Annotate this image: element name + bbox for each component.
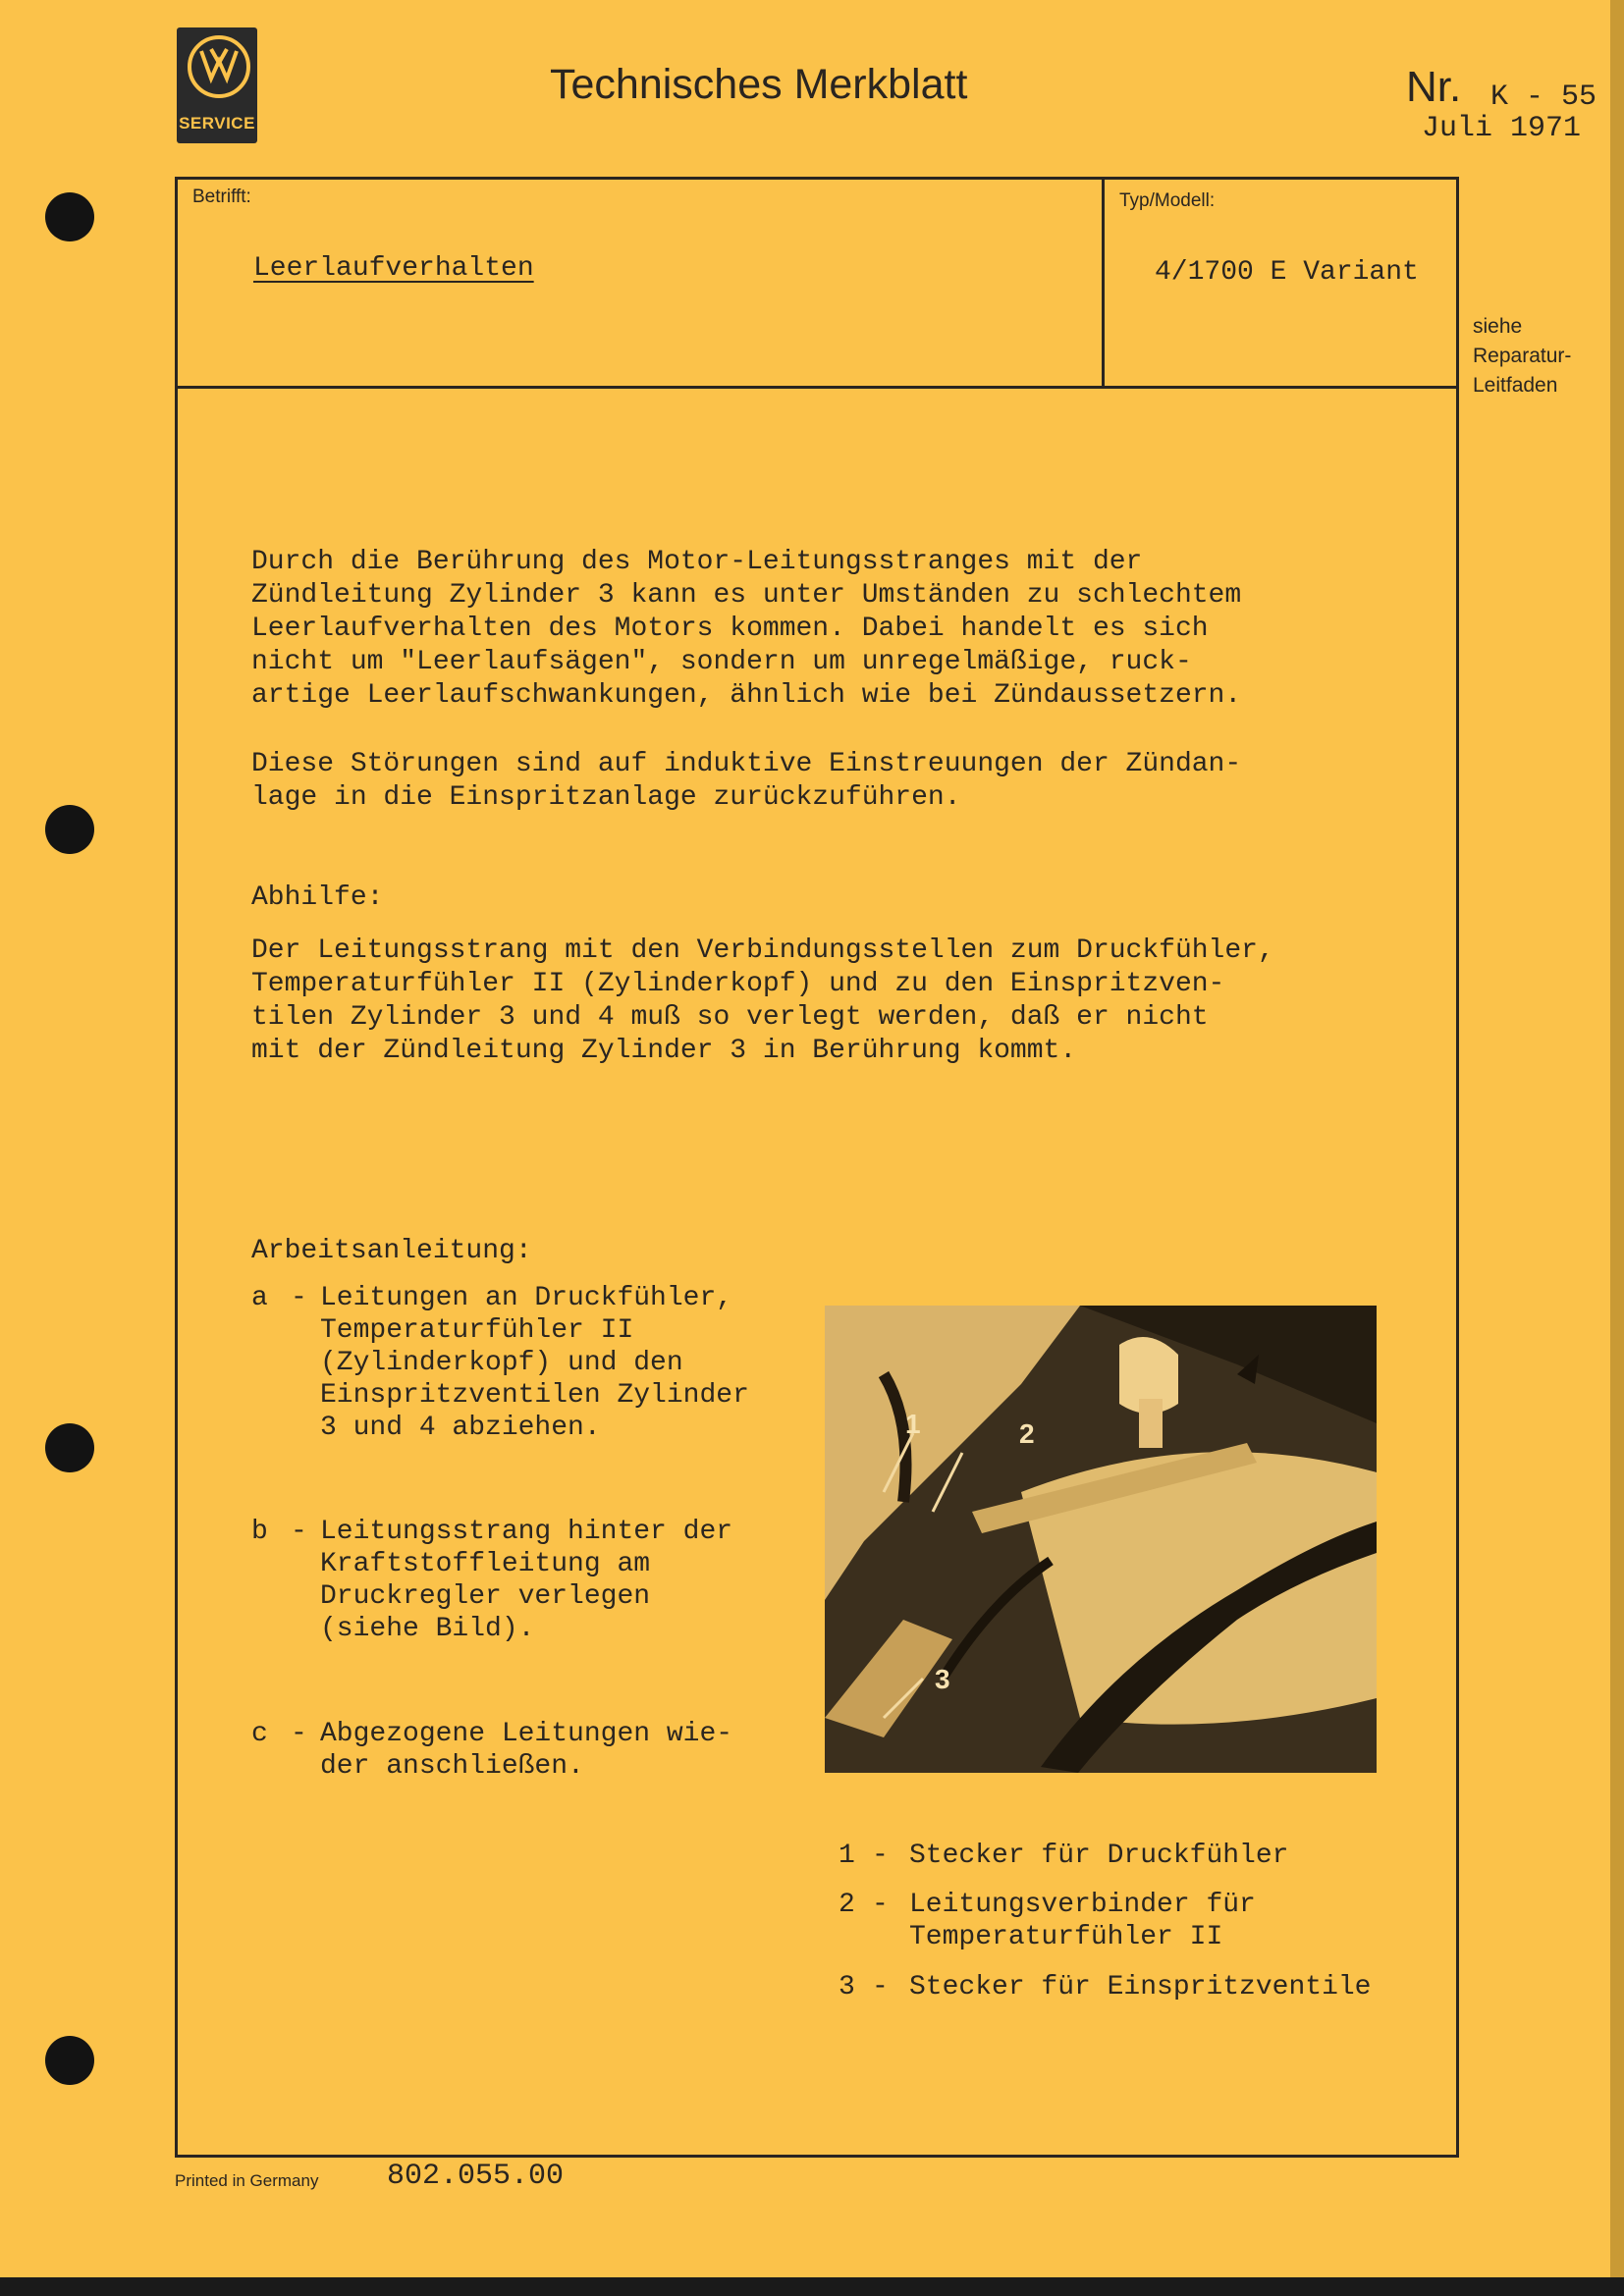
legend-dash: -: [872, 1972, 889, 2002]
betrifft-label: Betrifft:: [192, 187, 251, 207]
subject-box-divider: [1102, 177, 1105, 389]
legend-text: Stecker für Einspritzventile: [909, 1972, 1372, 2002]
arbeitsanleitung-heading: Arbeitsanleitung:: [251, 1236, 532, 1266]
paragraph-cause: Diese Störungen sind auf induktive Einstreuungen der Zündan- lage in die Einspritzanlage zurückzuführen.: [251, 749, 1242, 813]
step-text: Abgezogene Leitungen wie- der anschließen.: [320, 1719, 733, 1782]
logo-service-text: SERVICE: [179, 114, 255, 133]
subject-text: Leerlaufverhalten: [253, 253, 534, 284]
form-code: 802.055.00: [387, 2160, 565, 2193]
step-letter: c: [251, 1719, 268, 1749]
model-text: 4/1700 E Variant: [1155, 257, 1419, 288]
typ-modell-label: Typ/Modell:: [1119, 190, 1216, 211]
legend-dash: -: [872, 1890, 889, 1920]
punch-hole: [45, 1423, 94, 1472]
vw-emblem-icon: [188, 35, 250, 98]
step-letter: b: [251, 1517, 268, 1547]
number-label: Nr.: [1406, 63, 1462, 111]
side-note: siehe Reparatur- Leitfaden: [1473, 315, 1572, 397]
vw-service-logo: [177, 27, 257, 143]
step-text: Leitungsstrang hinter der Kraftstoffleitung am Druckregler verlegen (siehe Bild).: [320, 1517, 733, 1644]
step-dash: -: [291, 1719, 307, 1749]
page-edge-right: [1610, 0, 1624, 2296]
punch-hole: [45, 192, 94, 241]
step-letter: a: [251, 1283, 268, 1313]
legend-text: Leitungsverbinder für Temperaturfühler II: [909, 1890, 1256, 1952]
document-date: Juli 1971: [1422, 112, 1582, 145]
step-dash: -: [291, 1517, 307, 1547]
photo-callout-3: 3: [935, 1664, 950, 1694]
engine-photo: [825, 1306, 1377, 1773]
page-title: Technisches Merkblatt: [550, 61, 968, 108]
photo-callout-2: 2: [1019, 1418, 1035, 1449]
abhilfe-heading: Abhilfe:: [251, 882, 384, 913]
punch-hole: [45, 805, 94, 854]
photo-callout-1: 1: [905, 1409, 921, 1439]
step-dash: -: [291, 1283, 307, 1313]
paragraph-intro: Durch die Berührung des Motor-Leitungsstranges mit der Zündleitung Zylinder 3 kann es unter Umständen zu schlechtem Leerlaufverhalten des Motors kommen. Dabei handelt es sich nicht um "Leerlaufsägen", sondern um unregelmäßige, ruck- artige Leerlaufschwankungen, ähnlich wie bei Zündaussetzern.: [251, 547, 1242, 711]
document-number: K - 55: [1490, 80, 1597, 114]
legend-number: 2: [839, 1890, 855, 1920]
legend-number: 1: [839, 1841, 855, 1871]
printed-in-germany: Printed in Germany: [175, 2171, 319, 2190]
legend-dash: -: [872, 1841, 889, 1871]
step-text: Leitungen an Druckfühler, Temperaturfühler II (Zylinderkopf) und den Einspritzventilen Zylinder 3 und 4 abziehen.: [320, 1283, 749, 1443]
legend-number: 3: [839, 1972, 855, 2002]
abhilfe-text: Der Leitungsstrang mit den Verbindungsstellen zum Druckfühler, Temperaturfühler II (Zylinderkopf) und zu den Einspritzven- tilen Zylinder 3 und 4 muß so verlegt werden, daß er nicht mit der Zündleitung Zylinder 3 in Berührung kommt.: [251, 935, 1274, 1066]
punch-hole: [45, 2036, 94, 2085]
legend-text: Stecker für Druckfühler: [909, 1841, 1289, 1871]
page-edge-bottom: [0, 2277, 1624, 2296]
